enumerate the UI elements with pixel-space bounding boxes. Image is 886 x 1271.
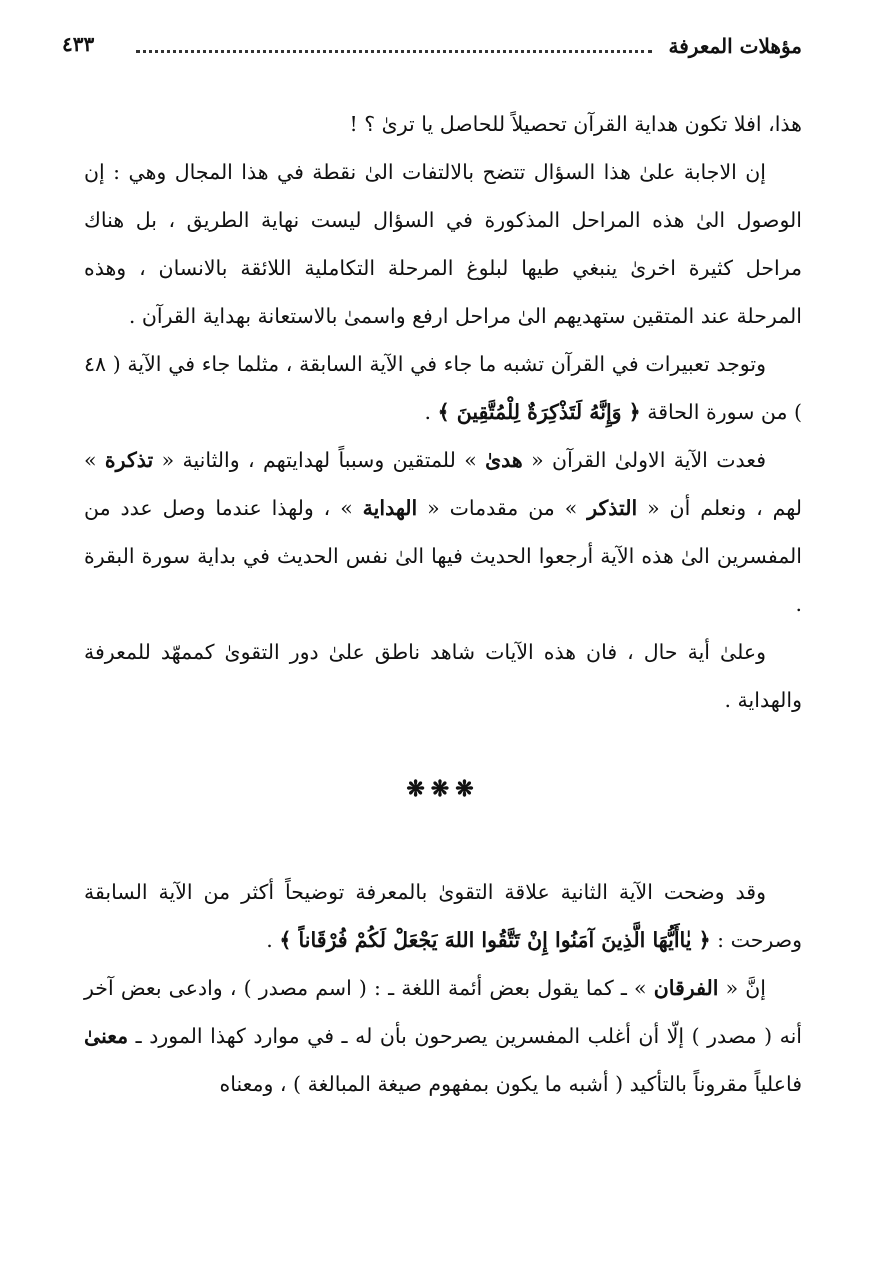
paragraph-7-text-a: إنَّ « (718, 976, 766, 1000)
page-header (62, 30, 802, 70)
body-text (84, 100, 802, 1108)
paragraph-1: هذا، افلا تكون هداية القرآن تحصيلاً للحاصل يا ترىٰ ؟ ! (349, 112, 802, 136)
term-mana: معنىٰ (84, 1024, 129, 1048)
paragraph-4-text-f: » ، ولهذا عندما وصل عدد من المفسرين الىٰ هذه الآية أرجعوا الحديث فيها الىٰ نفس الحديث في بداية سورة البقرة . (84, 496, 802, 616)
page-number: ٤٣٣ (62, 32, 95, 56)
paragraph-5: وعلىٰ أية حال ، فان هذه الآيات شاهد ناطق علىٰ دور التقوىٰ كممهّد للمعرفة والهداية . (84, 640, 802, 712)
paragraph-4-text-e: » من مقدمات « (417, 496, 588, 520)
paragraph-7-text-b: » ـ كما يقول بعض أئمة اللغة ـ : ( اسم مصدر ) ، وادعى بعض آخر أنه ( مصدر ) إلّا أن أغلب المفسرين يصرحون بأن له ـ في موارد كهذا المورد ـ (84, 976, 802, 1048)
paragraph-3-text: وتوجد تعبيرات في القرآن تشبه ما جاء في الآية السابقة ، مثلما جاء في الآية ( ٤٨ ) من سورة الحاقة (84, 352, 802, 424)
paragraph-4-text-d: » لهم ، ونعلم أن « (84, 448, 802, 520)
term-huda: هدىٰ (485, 448, 523, 472)
paragraph-2: إن الاجابة علىٰ هذا السؤال تتضح بالالتفات الىٰ نقطة في هذا المجال وهي : إن الوصول الىٰ هذه المراحل المذكورة في السؤال ليست نهاية الطريق ، بل هناك مراحل كثيرة اخرىٰ ينبغي طيها لبلوغ المرحلة التكاملية اللائقة بالانسان ، وهذه المرحلة عند المتقين ستهديهم الىٰ مراحل ارفع واسمىٰ بالاستعانة بهداية القرآن . (84, 160, 802, 328)
paragraph-4-text-c: » للمتقين وسبباً لهدايتهم ، والثانية « (153, 448, 486, 472)
term-hidaya: الهداية (362, 496, 418, 520)
quran-verse-haqqa: ﴿ وَإِنَّهُ لَتَذْكِرَةٌ لِلْمُتَّقِينَ ﴾ (437, 400, 641, 424)
paragraph-4 (84, 436, 802, 628)
paragraph-4-text-a: فعدت الآية الاولىٰ القرآن « (522, 448, 766, 472)
paragraph-7 (84, 964, 802, 1108)
paragraph-3-end: . (424, 400, 438, 424)
running-title: مؤهلات المعرفة (668, 34, 802, 58)
quran-verse-anfal: ﴿ يٰاأَيُّهَا الَّذِينَ آمَنُوا إِنْ تَتَّقُوا اللهَ يَجْعَلْ لَكُمْ فُرْقَاناً ﴾ (279, 928, 711, 952)
paragraph-3 (84, 340, 802, 436)
paragraph-6-end: . (266, 928, 280, 952)
paragraph-7-text-c: فاعلياً مقروناً بالتأكيد ( أشبه ما يكون بمفهوم صيغة المبالغة ) ، ومعناه (219, 1072, 802, 1096)
dotted-leader (136, 50, 652, 53)
term-tadhakkur: التذكر (587, 496, 638, 520)
term-tadhkira: تذكرة (104, 448, 154, 472)
paragraph-6-text: وقد وضحت الآية الثانية علاقة التقوىٰ بالمعرفة توضيحاً أكثر من الآية السابقة وصرحت : (84, 880, 802, 952)
section-separator: ❋❋❋ (406, 776, 480, 802)
paragraph-6 (84, 868, 802, 964)
term-furqan: الفرقان (653, 976, 719, 1000)
